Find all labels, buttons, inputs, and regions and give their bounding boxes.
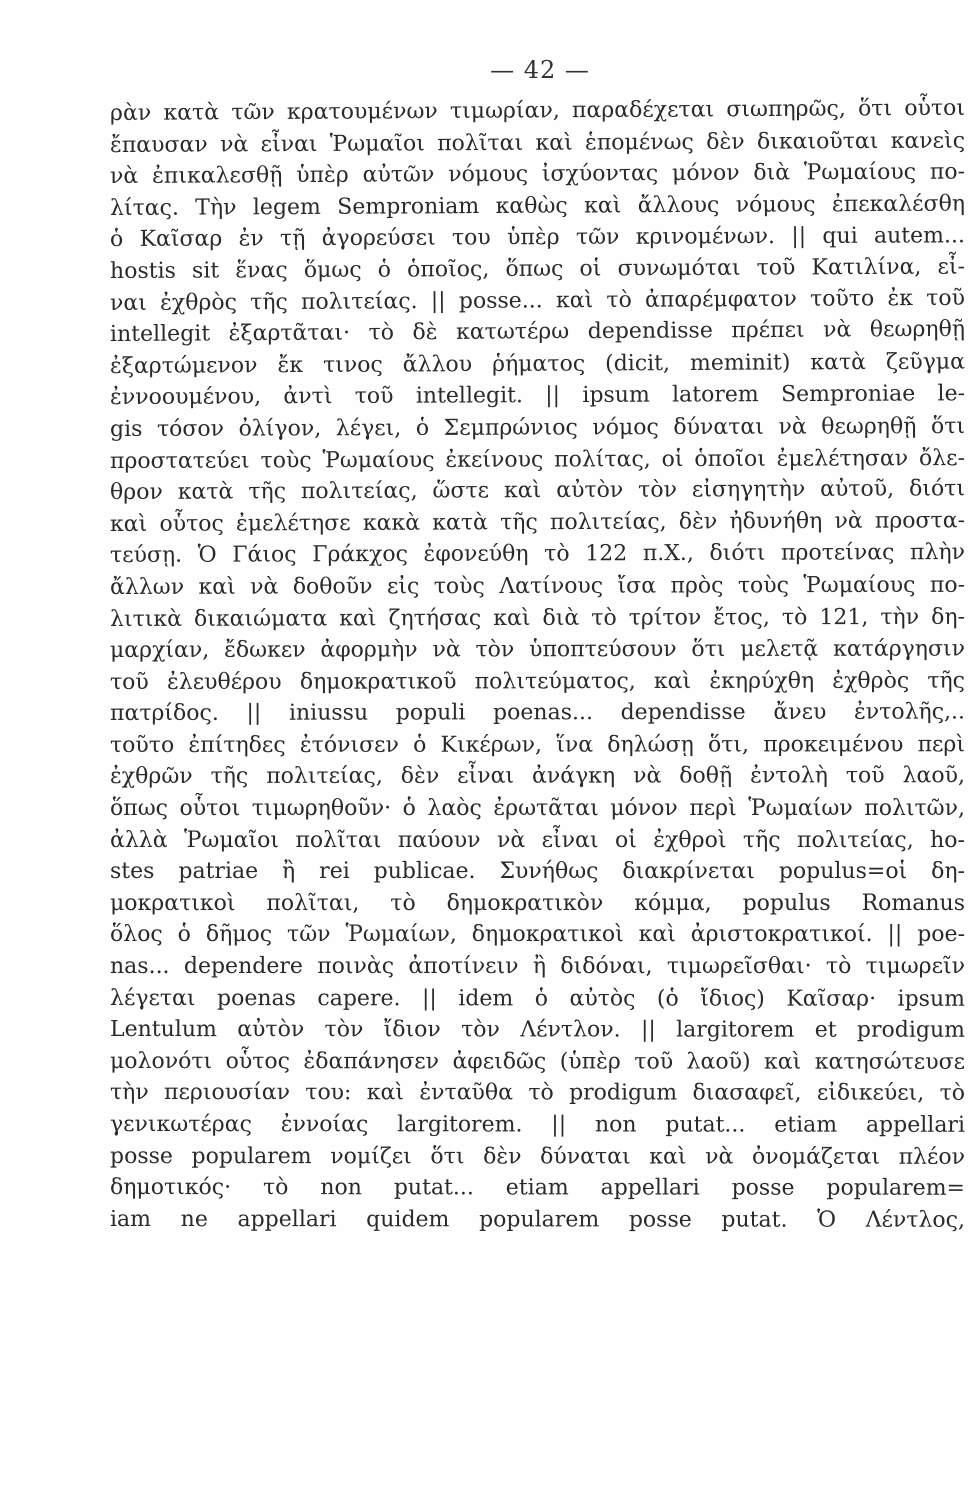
text-line: λέγεται poenas capere. || idem ὁ αὐτὸς (ὁ ἴδιος) Καῖσαρ· ipsum [109,985,966,1012]
text-line: μαρχίαν, ἔδωκεν ἀφορμὴν νὰ τὸν ὑποπτεύσουν ὅτι μελετᾷ κατάργησιν [109,636,966,664]
text-line: ὁ Καῖσαρ ἐν τῇ ἀγορεύσει του ὑπὲρ τῶν κρινομένων. || qui autem... [109,223,966,253]
text-line: ἐχθρῶν τῆς πολιτείας, δὲν εἶναι ἀνάγκη νὰ δοθῇ ἐντολὴ τοῦ λαοῦ, [109,763,966,790]
text-line: gis τόσον ὀλίγον, λέγει, ὁ Σεμπρώνιος νόμος δύναται νὰ θεωρηθῇ ὅτι [109,413,966,442]
text-line: ρὰν κατὰ τῶν κρατουμένων τιμωρίαν, παραδέχεται σιωπηρῶς, ὅτι οὗτοι [109,95,966,126]
text-line: ἔπαυσαν νὰ εἶναι Ῥωμαῖοι πολῖται καὶ ἑπομένως δὲν δικαιοῦται κανεὶς [109,128,966,158]
text-line: προστατεύει τοὺς Ῥωμαίους ἐκείνους πολίτας, οἱ ὁποῖοι ἐμελέτησαν ὄλε- [109,445,966,474]
text-line: τοῦ ἐλευθέρου δημοκρατικοῦ πολιτεύματος, καὶ ἐκηρύχθη ἐχθρὸς τῆς [109,668,966,695]
text-line: θρον κατὰ τῆς πολιτείας, ὥστε καὶ αὐτὸν τὸν εἰσηγητὴν αὐτοῦ, διότι [109,476,966,506]
text-line: ἐννοουμένου, ἀντὶ τοῦ intellegit. || ipsum latorem Semproniae le- [109,381,966,411]
text-line: γενικωτέρας ἐννοίας largitorem. || non putat... etiam appellari [109,1112,966,1138]
text-line: hostis sit ἕνας ὅμως ὁ ὁποῖος, ὅπως οἱ συνωμόται τοῦ Κατιλίνα, εἶ- [109,254,966,284]
text-line: τεύσῃ. Ὁ Γάιος Γράκχος ἐφονεύθη τὸ 122 π.Χ., διότι προτείνας πλὴν [109,540,966,569]
text-line: λίτας. Τὴν legem Semproniam καθὼς καὶ ἄλλους νόμους ἐπεκαλέσθη [109,191,966,221]
text-line: ὅλος ὁ δῆμος τῶν Ῥωμαίων, δημοκρατικοὶ καὶ ἀριστοκρατικοί. || poe- [110,922,965,948]
text-line: posse popularem νομίζει ὅτι δὲν δύναται καὶ νὰ ὀνομάζεται πλέον [109,1143,966,1170]
text-line: ναι ἐχθρὸς τῆς πολιτείας. || posse... καὶ τὸ ἀπαρέμφατον τοῦτο ἐκ τοῦ [109,285,966,316]
text-line: τὴν περιουσίαν του: καὶ ἐνταῦθα τὸ prodigum διασαφεῖ, εἰδικεύει, τὸ [109,1080,966,1107]
text-line: πατρίδος. || iniussu populi poenas... dependisse ἄνευ ἐντολῆς,.. [109,699,966,727]
text-line: τοῦτο ἐπίτηδες ἐτόνισεν ὁ Κικέρων, ἵνα δηλώσῃ ὅτι, προκειμένου περὶ [109,732,966,758]
text-line: μοκρατικοὶ πολῖται, τὸ δημοκρατικὸν κόμμα, populus Romanus [110,890,965,916]
text-line: δημοτικός· τὸ non putat... etiam appellari posse popularem= [109,1175,966,1201]
body-text [109,95,966,1235]
text-line: καὶ οὗτος ἐμελέτησε κακὰ κατὰ τῆς πολιτείας, δὲν ἠδυνήθη νὰ προστα- [109,507,966,537]
text-line: nas... dependere ποινὰς ἀποτίνειν ἢ διδόναι, τιμωρεῖσθαι· τὸ τιμωρεῖν [110,954,965,980]
text-line: ἐξαρτώμενον ἔκ τινος ἄλλου ῥήματος (dicit, meminit) κατὰ ζεῦγμα [109,349,966,379]
page-number: — 42 — [490,56,590,84]
text-line: νὰ ἐπικαλεσθῇ ὑπὲρ αὐτῶν νόμους ἰσχύοντας μόνον διὰ Ῥωμαίους πο- [109,159,966,190]
text-line: μολονότι οὗτος ἐδαπάνησεν ἀφειδῶς (ὑπὲρ τοῦ λαοῦ) καὶ κατησώτευσε [109,1048,966,1075]
text-line: ὅπως οὗτοι τιμωρηθοῦν· ὁ λαὸς ἐρωτᾶται μόνον περὶ Ῥωμαίων πολιτῶν, [110,796,965,822]
text-line: stes patriae ἢ rei publicae. Συνήθως διακρίνεται populus=οἱ δη- [110,859,965,885]
text-line: Lentulum αὐτὸν τὸν ἴδιον τὸν Λέντλον. || largitorem et prodigum [109,1017,966,1043]
text-line: ἀλλὰ Ῥωμαῖοι πολῖται παύουν νὰ εἶναι οἱ ἐχθροὶ τῆς πολιτείας, ho- [110,827,965,853]
text-line: intellegit ἐξαρτᾶται· τὸ δὲ κατωτέρω dependisse πρέπει νὰ θεωρηθῇ [109,316,966,348]
text-line: iam ne appellari quidem popularem posse putat. Ὁ Λέντλος, [109,1206,966,1233]
text-line: ἄλλων καὶ νὰ δοθοῦν εἰς τοὺς Λατίνους ἴσα πρὸς τοὺς Ῥωμαίους πο- [109,572,966,600]
text-line: λιτικὰ δικαιώματα καὶ ζητήσας καὶ διὰ τὸ τρίτον ἔτος, τὸ 121, τὴν δη- [109,604,966,632]
